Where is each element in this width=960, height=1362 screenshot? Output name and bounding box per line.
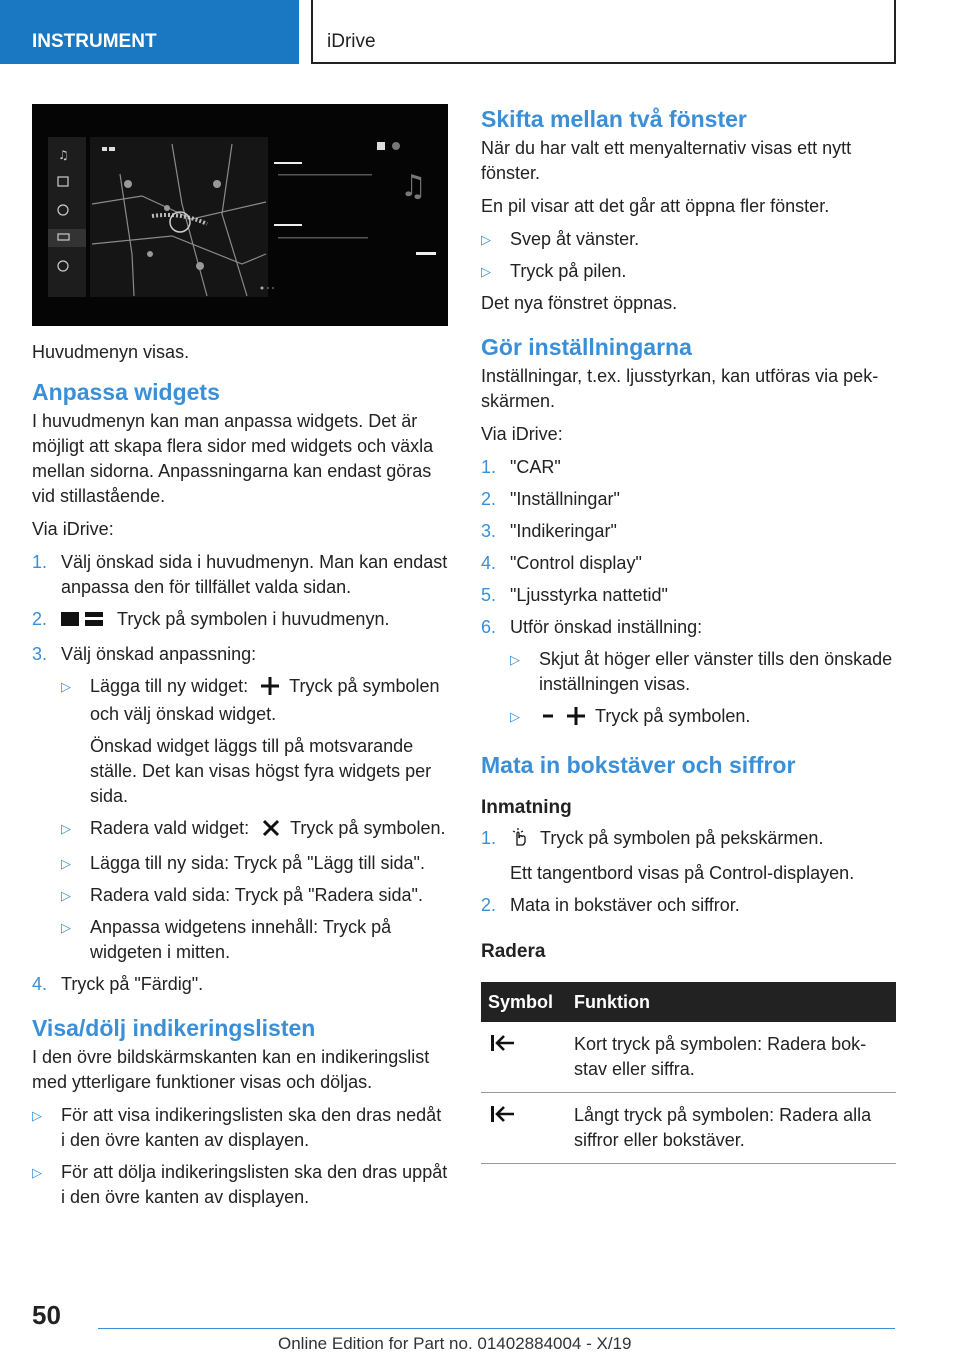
list-item	[481, 519, 896, 544]
page-number: 50	[32, 1300, 61, 1330]
step-text: "Ljusstyrka nattetid"	[510, 585, 668, 605]
via-idrive-label: Via iDrive:	[32, 519, 114, 539]
heading-skifta: Skifta mellan två fönster	[481, 106, 747, 132]
step-number: 5.	[481, 585, 497, 605]
bullet-triangle-icon: ▷	[510, 652, 520, 667]
step-text: Välj önskad sida i huvudmenyn. Man kan endast anpassa den för tillfället valda sidan.	[61, 552, 448, 597]
minus-icon	[539, 707, 557, 732]
list-item	[32, 607, 448, 635]
option-text: Anpassa widgetens innehåll: Tryck på widgeten i mitten.	[90, 917, 392, 962]
footer-divider	[98, 1328, 895, 1329]
step-text: Mata in bokstäver och siffror.	[510, 895, 740, 915]
list-item	[481, 583, 896, 608]
table-cell: Långt tryck på symbolen: Radera alla siffror eller bokstäver.	[567, 1093, 896, 1164]
option-text: Lägga till ny sida: Tryck på "Lägg till sida".	[90, 853, 425, 873]
svg-text:♫: ♫	[58, 148, 69, 162]
bullet-triangle-icon: ▷	[481, 264, 491, 279]
step-text: "CAR"	[510, 457, 561, 477]
table-header-symbol: Symbol	[481, 982, 567, 1022]
heading-inmatning: Inmatning	[481, 797, 572, 818]
heading-anpassa-widgets: Anpassa widgets	[32, 379, 220, 405]
paragraph-switch-1: När du har valt ett menyalternativ visas ett nytt fönster.	[481, 138, 852, 183]
bullet-text: Skjut åt höger eller vänster tills den önskade inställningen visas.	[539, 649, 893, 694]
step-continuation: Ett tangentbord visas på Control-displayen.	[510, 863, 855, 883]
step-text: "Inställningar"	[510, 489, 620, 509]
backspace-icon	[488, 1109, 516, 1129]
heading-visa-dolj: Visa/dölj indikeringslisten	[32, 1015, 316, 1041]
close-icon	[262, 819, 280, 844]
list-item	[32, 642, 448, 667]
widget-edit-icon	[61, 610, 107, 635]
list-item	[61, 915, 448, 965]
list-item	[510, 647, 896, 697]
step-number: 4.	[481, 553, 497, 573]
bullet-triangle-icon: ▷	[32, 1108, 42, 1123]
step-number: 2.	[32, 609, 48, 629]
step-number: 2.	[481, 489, 497, 509]
heading-installningar: Gör inställningarna	[481, 334, 692, 360]
option-label: Radera vald widget:	[90, 818, 250, 838]
left-column	[32, 104, 448, 1217]
backspace-icon	[488, 1038, 516, 1058]
step-number: 1.	[481, 828, 497, 848]
list-item	[61, 851, 448, 876]
list-item	[32, 1160, 448, 1210]
bullet-triangle-icon: ▷	[61, 920, 71, 935]
step-number: 3.	[481, 521, 497, 541]
step-text: Välj önskad anpassning:	[61, 644, 257, 664]
list-item	[481, 455, 896, 480]
step-text: "Indikeringar"	[510, 521, 617, 541]
delete-table	[481, 982, 896, 1164]
plus-icon	[261, 677, 279, 702]
option-label: Lägga till ny widget:	[90, 676, 249, 696]
bullet-triangle-icon: ▷	[61, 679, 71, 694]
step-text: Tryck på symbolen i huvudmenyn.	[117, 609, 390, 629]
step-text: Tryck på "Färdig".	[61, 974, 204, 994]
list-item	[32, 550, 448, 600]
via-idrive-label: Via iDrive:	[481, 424, 563, 444]
bullet-triangle-icon: ▷	[32, 1165, 42, 1180]
bullet-triangle-icon: ▷	[481, 232, 491, 247]
paragraph-settings: Inställningar, t.ex. ljusstyrkan, kan utföras via pekskärmen.	[481, 366, 879, 411]
paragraph-switch-2: En pil visar att det går att öppna fler fönster.	[481, 196, 830, 216]
list-item	[32, 972, 448, 997]
step-number: 2.	[481, 895, 497, 915]
table-header-function: Funktion	[567, 982, 896, 1022]
bullet-text: Svep åt vänster.	[510, 229, 640, 249]
list-item	[510, 704, 896, 732]
plus-icon	[567, 707, 585, 732]
bullet-triangle-icon: ▷	[61, 888, 71, 903]
page-header-title: iDrive	[311, 0, 896, 64]
option-continuation: Önskad widget läggs till på motsvarande ställe. Det kan visas högst fyra widgets per sida.	[90, 736, 432, 806]
list-item	[481, 826, 896, 854]
step-text: Utför önskad inställning:	[510, 617, 703, 637]
touch-hand-icon	[510, 827, 530, 854]
bullet-text: Tryck på pilen.	[510, 261, 627, 281]
list-item	[61, 883, 448, 908]
bullet-triangle-icon: ▷	[510, 709, 520, 724]
section-tab: INSTRUMENT	[0, 0, 299, 64]
svg-text:♫: ♫	[400, 169, 427, 204]
paragraph-list: I den övre bildskärmskanten kan en indikeringslist med ytterligare funktioner visas och döljas.	[32, 1047, 430, 1092]
table-cell: Kort tryck på symbolen: Radera bokstav eller siffra.	[567, 1022, 896, 1093]
option-text: Tryck på symbolen och välj önskad widget.	[90, 676, 440, 724]
step-number: 3.	[32, 644, 48, 664]
list-item	[481, 893, 896, 918]
list-item	[481, 551, 896, 576]
step-number: 6.	[481, 617, 497, 637]
option-text: Tryck på symbolen.	[290, 818, 446, 838]
list-item	[61, 674, 448, 727]
bullet-text: Tryck på symbolen.	[595, 706, 751, 726]
bullet-triangle-icon: ▷	[61, 856, 71, 871]
paragraph-switch-3: Det nya fönstret öppnas.	[481, 293, 678, 313]
list-item	[481, 615, 896, 640]
bullet-text: För att dölja indikeringslisten ska den dras uppåt i den övre kanten av displayen.	[61, 1162, 448, 1207]
option-text: Radera vald sida: Tryck på "Radera sida".	[90, 885, 423, 905]
heading-mata-in: Mata in bokstäver och siffror	[481, 752, 796, 778]
step-number: 1.	[481, 457, 497, 477]
footer-text: Online Edition for Part no. 01402884004 - X/19	[278, 1334, 632, 1353]
table-row	[481, 1093, 896, 1164]
idrive-screenshot	[32, 104, 448, 326]
list-item	[32, 1103, 448, 1153]
heading-radera: Radera	[481, 941, 546, 962]
list-item	[481, 487, 896, 512]
screenshot-caption: Huvudmenyn visas.	[32, 342, 190, 362]
table-row	[481, 1022, 896, 1093]
right-column	[481, 104, 896, 1164]
step-text: Tryck på symbolen på pekskärmen.	[540, 828, 824, 848]
step-text: "Control display"	[510, 553, 642, 573]
list-item	[61, 816, 448, 844]
bullet-triangle-icon: ▷	[61, 821, 71, 836]
step-number: 1.	[32, 552, 48, 572]
step-number: 4.	[32, 974, 48, 994]
paragraph-widgets: I huvudmenyn kan man anpassa widgets. Det är möjligt att skapa flera sidor med widgets och växla mellan sidorna. Anpassningarna kan endast göras vid stillastående.	[32, 411, 434, 506]
bullet-text: För att visa indikeringslisten ska den dras nedåt i den övre kanten av displayen.	[61, 1105, 442, 1150]
list-item	[481, 227, 896, 252]
list-item	[481, 259, 896, 284]
